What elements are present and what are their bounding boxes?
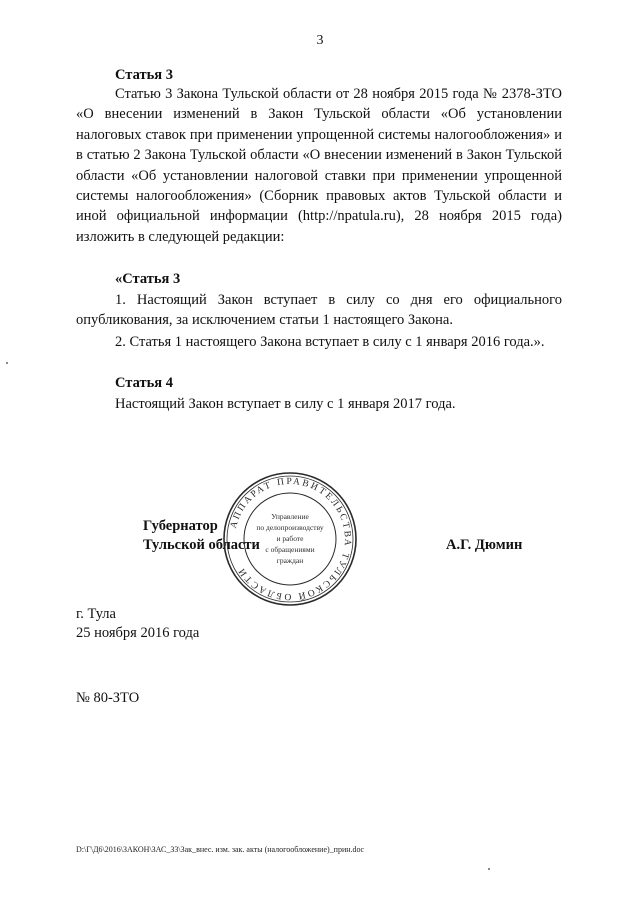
scan-speck: [488, 868, 490, 870]
law-number: № 80-ЗТО: [76, 690, 140, 706]
page-number: 3: [316, 33, 324, 48]
governor-title-line-1: Губернатор: [143, 518, 218, 534]
scan-speck: [6, 362, 8, 364]
stamp-inner-line-5: граждан: [276, 556, 304, 565]
article-3-heading: Статья 3: [115, 67, 173, 83]
stamp-inner-line-3: и работе: [276, 534, 304, 543]
article-4-heading: Статья 4: [115, 375, 173, 391]
quoted-article-item-1: 1. Настоящий Закон вступает в силу со дня его официального опубликования, за исключением статьи 1 настоящего Закона.: [76, 292, 562, 329]
stamp-inner-line-4: с обращениями: [265, 545, 315, 554]
quoted-article-heading: «Статья 3: [115, 271, 181, 287]
place: г. Тула: [76, 606, 116, 622]
date: 25 ноября 2016 года: [76, 625, 200, 641]
stamp-inner-line-1: Управление: [271, 512, 309, 521]
quoted-article-item-2: 2. Статья 1 настоящего Закона вступает в силу с 1 января 2016 года.».: [115, 334, 545, 350]
stamp-inner-line-2: по делопроизводству: [256, 523, 324, 532]
footer-file-path: D:\Г\Д6\2016\ЗАКОН\ЗАС_33\Зак_внес. изм. зак. акты (налогообложение)_прин.doc: [76, 845, 365, 854]
article-4-text: Настоящий Закон вступает в силу с 1 января 2017 года.: [115, 396, 456, 412]
governor-name: А.Г. Дюмин: [446, 537, 523, 553]
article-3-text: Статью 3 Закона Тульской области от 28 ноября 2015 года № 2378-ЗТО «О внесении изменений в Закон Тульской области «Об установлении налоговых ставок при применении упрощенной системы налогообложения» и в статью 2 Закона Тульской области «О внесении изменений в Закон Тульской области «Об установлении налоговой ставки при применении упрощенной системы налогообложения» (Сборник правовых актов Тульской области и иной официальной информации (http://npatula.ru), 28 ноября 2015 года) изложить в следующей редакции:: [76, 86, 562, 245]
governor-title-line-2: Тульской области: [143, 537, 260, 553]
stamp-outer-text: АППАРАТ ПРАВИТЕЛЬСТВА ТУЛЬСКОЙ ОБЛАСТИ: [229, 476, 353, 602]
